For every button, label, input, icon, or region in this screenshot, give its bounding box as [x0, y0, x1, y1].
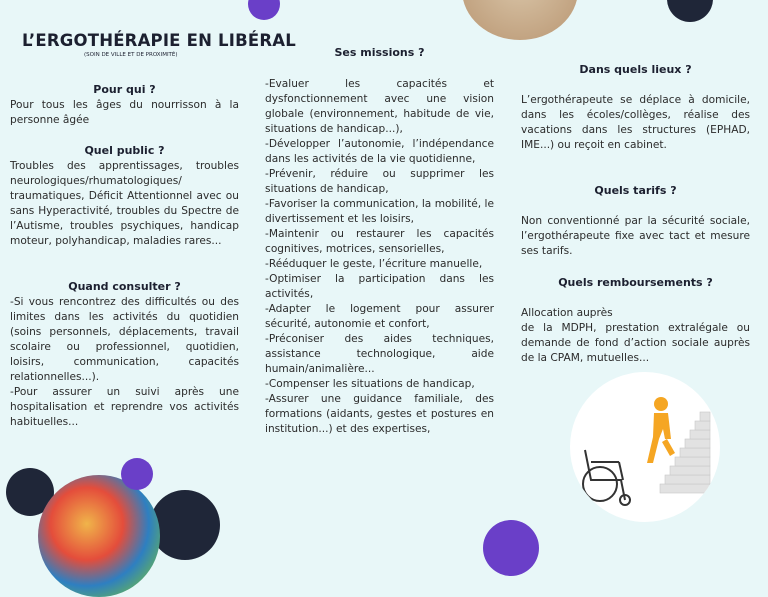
- text-quand-consulter: -Si vous rencontrez des difficultés ou des limites dans les activités du quotidien (soins personnels, déplacements, travail scolaire ou professionnel, quotidien, loisirs, communication, capacités relationnelles...). -Pour assurer un suivi après une hospitalisation et reprendre vos activités habituelles...: [10, 296, 239, 428]
- navy-dot-top-right: [667, 0, 713, 22]
- stairs-figure-svg: [570, 372, 720, 522]
- heading-remboursements: Quels remboursements ?: [558, 276, 713, 289]
- photo-children-bottom: [38, 475, 160, 597]
- heading-lieux: Dans quels lieux ?: [579, 63, 692, 76]
- text-remboursements: Allocation auprès de la MDPH, prestation extralégale ou demande de fond d’action sociale auprès de la CPAM, mutuelles...: [521, 307, 750, 364]
- heading-tarifs: Quels tarifs ?: [594, 184, 677, 197]
- navy-dot-bottom-left-2: [150, 490, 220, 560]
- person-figure: [647, 397, 675, 463]
- heading-missions: Ses missions ?: [334, 46, 425, 59]
- text-tarifs: Non conventionné par la sécurité sociale, l’ergothérapeute fixe avec tact et mesure ses tarifs.: [521, 215, 750, 257]
- text-lieux: L’ergothérapeute se déplace à domicile, dans les écoles/collèges, réalise des vacations dans les structures (EPHAD, IME...) ou reçoit en cabinet.: [521, 94, 750, 151]
- purple-dot-bottom-left: [121, 458, 153, 490]
- page-title: L’ERGOTHÉRAPIE EN LIBÉRAL: [22, 31, 296, 50]
- text-pour-qui: Pour tous les âges du nourrisson à la personne âgée: [10, 99, 239, 126]
- page-subtitle: (SOIN DE VILLE ET DE PROXIMITÉ): [84, 52, 178, 58]
- purple-dot-top: [248, 0, 280, 20]
- wheelchair-icon: [583, 450, 630, 505]
- heading-pour-qui: Pour qui ?: [93, 83, 156, 96]
- photo-blocks-top: [462, 0, 578, 40]
- purple-dot-bottom-center: [483, 520, 539, 576]
- text-missions: -Evaluer les capacités et dysfonctionnement avec une vision globale (environnement, habitude de vie, situations de handicap...), -Développer l’autonomie, l’indépendance dans les activités de la vie quotidienne, -Prévenir, réduire ou supprimer les situations de handicap, -Favoriser la communication, la mobilité, le divertissement et les loisirs, -Maintenir ou restaurer les capacités cognitives, motrices, sensorielles, -Rééduquer le geste, l’écriture manuelle, -Optimiser la participation dans les activités, -Adapter le logement pour assurer sécurité, autonomie et confort, -Préconiser des aides techniques, assistance technologique, aide humain/animalière... -Compenser les situations de handicap, -Assurer une guidance familiale, des formations (aidants, gestes et postures en institution...) et des expertises,: [265, 78, 494, 435]
- heading-quel-public: Quel public ?: [84, 144, 165, 157]
- heading-quand-consulter: Quand consulter ?: [68, 280, 181, 293]
- stairs-illustration: [570, 372, 720, 522]
- text-quel-public: Troubles des apprentissages, troubles neurologiques/rhumatologiques/ traumatiques, Déficit Attentionnel avec ou sans Hyperactivité, troubles du Spectre de l’Autisme, troubles psychiques, handicap moteur, polyhandicap, maladies rares...: [10, 160, 239, 247]
